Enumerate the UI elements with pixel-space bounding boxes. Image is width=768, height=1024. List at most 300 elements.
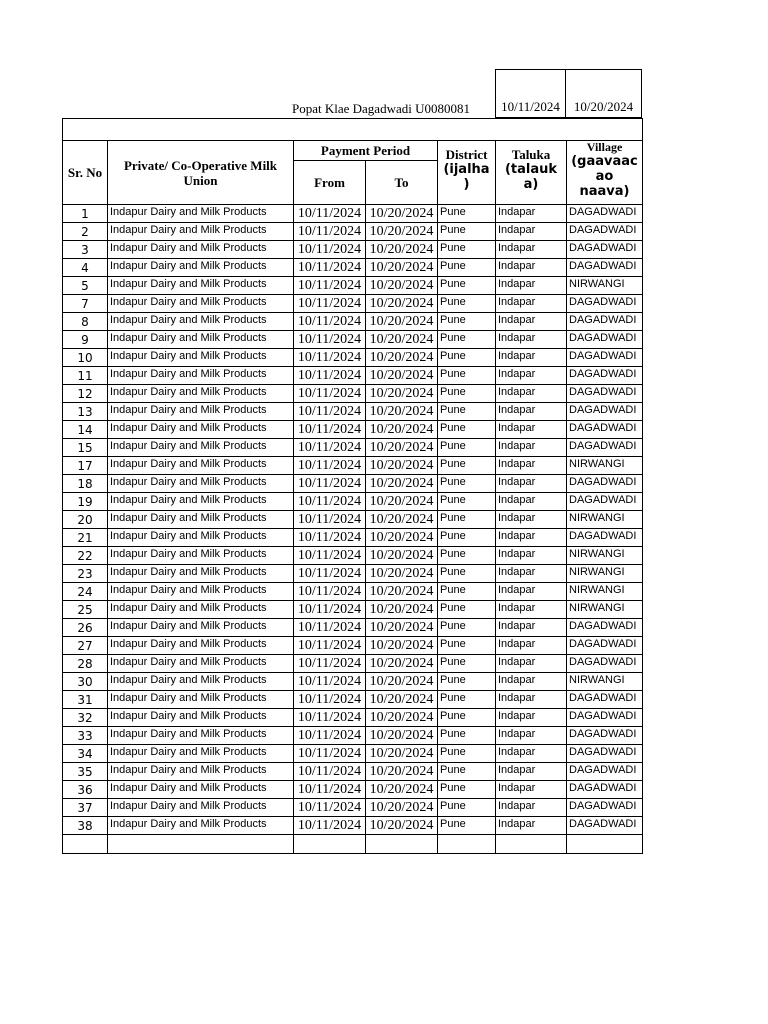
union-cell: Indapur Dairy and Milk Products bbox=[108, 295, 294, 313]
table-row bbox=[63, 439, 643, 457]
from-date-cell: 10/11/2024 bbox=[294, 745, 366, 763]
union-cell: Indapur Dairy and Milk Products bbox=[108, 529, 294, 547]
village-cell: DAGADWADI bbox=[567, 295, 643, 313]
sr-no-cell: 38 bbox=[63, 817, 108, 835]
district-cell: Pune bbox=[438, 799, 496, 817]
sr-no-cell: 2 bbox=[63, 223, 108, 241]
taluka-cell: Indapar bbox=[496, 313, 567, 331]
taluka-cell: Indapar bbox=[496, 709, 567, 727]
district-cell: Pune bbox=[438, 511, 496, 529]
blank-cell bbox=[496, 835, 567, 854]
table-row bbox=[63, 241, 643, 259]
blank-header-row bbox=[63, 119, 643, 141]
taluka-cell: Indapar bbox=[496, 637, 567, 655]
village-cell: DAGADWADI bbox=[567, 493, 643, 511]
header-district bbox=[438, 141, 496, 205]
taluka-cell: Indapar bbox=[496, 331, 567, 349]
header-district-alt: (ijalha ) bbox=[443, 162, 490, 192]
village-cell: DAGADWADI bbox=[567, 241, 643, 259]
union-cell: Indapur Dairy and Milk Products bbox=[108, 745, 294, 763]
village-cell: DAGADWADI bbox=[567, 367, 643, 385]
union-cell: Indapur Dairy and Milk Products bbox=[108, 385, 294, 403]
report-header bbox=[62, 69, 642, 119]
from-date-cell: 10/11/2024 bbox=[294, 205, 366, 223]
district-cell: Pune bbox=[438, 637, 496, 655]
village-cell: DAGADWADI bbox=[567, 475, 643, 493]
table-row bbox=[63, 709, 643, 727]
union-cell: Indapur Dairy and Milk Products bbox=[108, 367, 294, 385]
taluka-cell: Indapar bbox=[496, 421, 567, 439]
union-cell: Indapur Dairy and Milk Products bbox=[108, 565, 294, 583]
table-row bbox=[63, 277, 643, 295]
village-cell: DAGADWADI bbox=[567, 349, 643, 367]
from-date-cell: 10/11/2024 bbox=[294, 403, 366, 421]
from-date-cell: 10/11/2024 bbox=[294, 583, 366, 601]
sr-no-cell: 30 bbox=[63, 673, 108, 691]
header-sr-no: Sr. No bbox=[63, 141, 108, 205]
village-cell: NIRWANGI bbox=[567, 601, 643, 619]
from-date-cell: 10/11/2024 bbox=[294, 529, 366, 547]
blank-cell bbox=[366, 835, 438, 854]
union-cell: Indapur Dairy and Milk Products bbox=[108, 799, 294, 817]
taluka-cell: Indapar bbox=[496, 223, 567, 241]
village-cell: DAGADWADI bbox=[567, 655, 643, 673]
table-row bbox=[63, 565, 643, 583]
to-date-cell: 10/20/2024 bbox=[366, 241, 438, 259]
taluka-cell: Indapar bbox=[496, 745, 567, 763]
district-cell: Pune bbox=[438, 457, 496, 475]
taluka-cell: Indapar bbox=[496, 259, 567, 277]
header-village-alt: (gaavaac ao naava) bbox=[571, 154, 638, 199]
village-cell: DAGADWADI bbox=[567, 331, 643, 349]
table-row bbox=[63, 817, 643, 835]
union-cell: Indapur Dairy and Milk Products bbox=[108, 313, 294, 331]
to-date-cell: 10/20/2024 bbox=[366, 205, 438, 223]
district-cell: Pune bbox=[438, 619, 496, 637]
blank-cell bbox=[294, 835, 366, 854]
table-row bbox=[63, 259, 643, 277]
table-row bbox=[63, 421, 643, 439]
district-cell: Pune bbox=[438, 745, 496, 763]
taluka-cell: Indapar bbox=[496, 277, 567, 295]
village-cell: DAGADWADI bbox=[567, 691, 643, 709]
from-date-cell: 10/11/2024 bbox=[294, 619, 366, 637]
district-cell: Pune bbox=[438, 295, 496, 313]
taluka-cell: Indapar bbox=[496, 349, 567, 367]
table-row bbox=[63, 205, 643, 223]
from-date-cell: 10/11/2024 bbox=[294, 781, 366, 799]
table-row bbox=[63, 619, 643, 637]
sr-no-cell: 32 bbox=[63, 709, 108, 727]
to-date-cell: 10/20/2024 bbox=[366, 385, 438, 403]
from-date-cell: 10/11/2024 bbox=[294, 295, 366, 313]
header-village bbox=[567, 141, 643, 205]
from-date-cell: 10/11/2024 bbox=[294, 601, 366, 619]
taluka-cell: Indapar bbox=[496, 655, 567, 673]
blank-cell bbox=[567, 835, 643, 854]
sr-no-cell: 27 bbox=[63, 637, 108, 655]
district-cell: Pune bbox=[438, 439, 496, 457]
district-cell: Pune bbox=[438, 385, 496, 403]
taluka-cell: Indapar bbox=[496, 691, 567, 709]
union-cell: Indapur Dairy and Milk Products bbox=[108, 475, 294, 493]
header-to-date-cell bbox=[565, 69, 642, 118]
taluka-cell: Indapar bbox=[496, 727, 567, 745]
blank-cell bbox=[438, 835, 496, 854]
from-date-cell: 10/11/2024 bbox=[294, 799, 366, 817]
table-row bbox=[63, 385, 643, 403]
taluka-cell: Indapar bbox=[496, 475, 567, 493]
header-from-date-cell bbox=[495, 69, 566, 118]
sr-no-cell: 11 bbox=[63, 367, 108, 385]
taluka-cell: Indapar bbox=[496, 511, 567, 529]
to-date-cell: 10/20/2024 bbox=[366, 763, 438, 781]
village-cell: DAGADWADI bbox=[567, 259, 643, 277]
district-cell: Pune bbox=[438, 655, 496, 673]
district-cell: Pune bbox=[438, 421, 496, 439]
to-date-cell: 10/20/2024 bbox=[366, 421, 438, 439]
village-cell: DAGADWADI bbox=[567, 817, 643, 835]
table-row bbox=[63, 655, 643, 673]
to-date-cell: 10/20/2024 bbox=[366, 277, 438, 295]
header-from-date: 10/11/2024 bbox=[501, 99, 560, 114]
union-cell: Indapur Dairy and Milk Products bbox=[108, 709, 294, 727]
to-date-cell: 10/20/2024 bbox=[366, 565, 438, 583]
union-cell: Indapur Dairy and Milk Products bbox=[108, 259, 294, 277]
village-cell: NIRWANGI bbox=[567, 457, 643, 475]
sr-no-cell: 8 bbox=[63, 313, 108, 331]
village-cell: DAGADWADI bbox=[567, 385, 643, 403]
district-cell: Pune bbox=[438, 709, 496, 727]
blank-header-cell bbox=[63, 119, 643, 141]
taluka-cell: Indapar bbox=[496, 205, 567, 223]
to-date-cell: 10/20/2024 bbox=[366, 295, 438, 313]
union-cell: Indapur Dairy and Milk Products bbox=[108, 205, 294, 223]
from-date-cell: 10/11/2024 bbox=[294, 385, 366, 403]
from-date-cell: 10/11/2024 bbox=[294, 457, 366, 475]
from-date-cell: 10/11/2024 bbox=[294, 511, 366, 529]
to-date-cell: 10/20/2024 bbox=[366, 673, 438, 691]
union-cell: Indapur Dairy and Milk Products bbox=[108, 223, 294, 241]
from-date-cell: 10/11/2024 bbox=[294, 673, 366, 691]
village-cell: DAGADWADI bbox=[567, 637, 643, 655]
header-union: Private/ Co-Operative Milk Union bbox=[108, 141, 294, 205]
to-date-cell: 10/20/2024 bbox=[366, 619, 438, 637]
district-cell: Pune bbox=[438, 727, 496, 745]
from-date-cell: 10/11/2024 bbox=[294, 547, 366, 565]
to-date-cell: 10/20/2024 bbox=[366, 709, 438, 727]
union-cell: Indapur Dairy and Milk Products bbox=[108, 781, 294, 799]
table-row bbox=[63, 763, 643, 781]
sr-no-cell: 26 bbox=[63, 619, 108, 637]
district-cell: Pune bbox=[438, 277, 496, 295]
from-date-cell: 10/11/2024 bbox=[294, 331, 366, 349]
from-date-cell: 10/11/2024 bbox=[294, 421, 366, 439]
from-date-cell: 10/11/2024 bbox=[294, 709, 366, 727]
district-cell: Pune bbox=[438, 331, 496, 349]
taluka-cell: Indapar bbox=[496, 781, 567, 799]
union-cell: Indapur Dairy and Milk Products bbox=[108, 817, 294, 835]
header-from: From bbox=[294, 161, 366, 205]
farmer-name: Popat Klae Dagadwadi U0080081 bbox=[292, 101, 470, 116]
to-date-cell: 10/20/2024 bbox=[366, 223, 438, 241]
taluka-cell: Indapar bbox=[496, 565, 567, 583]
village-cell: DAGADWADI bbox=[567, 727, 643, 745]
table-row bbox=[63, 331, 643, 349]
sr-no-cell: 22 bbox=[63, 547, 108, 565]
village-cell: DAGADWADI bbox=[567, 223, 643, 241]
from-date-cell: 10/11/2024 bbox=[294, 439, 366, 457]
union-cell: Indapur Dairy and Milk Products bbox=[108, 241, 294, 259]
village-cell: DAGADWADI bbox=[567, 709, 643, 727]
from-date-cell: 10/11/2024 bbox=[294, 223, 366, 241]
table-row bbox=[63, 745, 643, 763]
taluka-cell: Indapar bbox=[496, 295, 567, 313]
union-cell: Indapur Dairy and Milk Products bbox=[108, 763, 294, 781]
taluka-cell: Indapar bbox=[496, 529, 567, 547]
taluka-cell: Indapar bbox=[496, 385, 567, 403]
to-date-cell: 10/20/2024 bbox=[366, 403, 438, 421]
union-cell: Indapur Dairy and Milk Products bbox=[108, 673, 294, 691]
blank-cell bbox=[63, 835, 108, 854]
district-cell: Pune bbox=[438, 565, 496, 583]
header-taluka bbox=[496, 141, 567, 205]
sr-no-cell: 28 bbox=[63, 655, 108, 673]
table-row bbox=[63, 727, 643, 745]
header-village-label: Village bbox=[586, 141, 623, 154]
from-date-cell: 10/11/2024 bbox=[294, 565, 366, 583]
village-cell: NIRWANGI bbox=[567, 277, 643, 295]
district-cell: Pune bbox=[438, 205, 496, 223]
table-row bbox=[63, 547, 643, 565]
union-cell: Indapur Dairy and Milk Products bbox=[108, 277, 294, 295]
taluka-cell: Indapar bbox=[496, 673, 567, 691]
district-cell: Pune bbox=[438, 763, 496, 781]
district-cell: Pune bbox=[438, 673, 496, 691]
to-date-cell: 10/20/2024 bbox=[366, 601, 438, 619]
from-date-cell: 10/11/2024 bbox=[294, 259, 366, 277]
taluka-cell: Indapar bbox=[496, 457, 567, 475]
taluka-cell: Indapar bbox=[496, 799, 567, 817]
sr-no-cell: 17 bbox=[63, 457, 108, 475]
table-row bbox=[63, 475, 643, 493]
union-cell: Indapur Dairy and Milk Products bbox=[108, 691, 294, 709]
district-cell: Pune bbox=[438, 313, 496, 331]
sr-no-cell: 36 bbox=[63, 781, 108, 799]
village-cell: DAGADWADI bbox=[567, 403, 643, 421]
to-date-cell: 10/20/2024 bbox=[366, 439, 438, 457]
union-cell: Indapur Dairy and Milk Products bbox=[108, 583, 294, 601]
sr-no-cell: 25 bbox=[63, 601, 108, 619]
from-date-cell: 10/11/2024 bbox=[294, 475, 366, 493]
village-cell: DAGADWADI bbox=[567, 745, 643, 763]
from-date-cell: 10/11/2024 bbox=[294, 241, 366, 259]
table-row bbox=[63, 313, 643, 331]
district-cell: Pune bbox=[438, 691, 496, 709]
sr-no-cell: 1 bbox=[63, 205, 108, 223]
to-date-cell: 10/20/2024 bbox=[366, 259, 438, 277]
sr-no-cell: 9 bbox=[63, 331, 108, 349]
to-date-cell: 10/20/2024 bbox=[366, 475, 438, 493]
district-cell: Pune bbox=[438, 349, 496, 367]
district-cell: Pune bbox=[438, 529, 496, 547]
district-cell: Pune bbox=[438, 817, 496, 835]
to-date-cell: 10/20/2024 bbox=[366, 727, 438, 745]
to-date-cell: 10/20/2024 bbox=[366, 691, 438, 709]
table-row bbox=[63, 223, 643, 241]
village-cell: DAGADWADI bbox=[567, 619, 643, 637]
payment-table bbox=[62, 118, 643, 854]
district-cell: Pune bbox=[438, 223, 496, 241]
village-cell: DAGADWADI bbox=[567, 781, 643, 799]
sr-no-cell: 7 bbox=[63, 295, 108, 313]
table-row bbox=[63, 367, 643, 385]
district-cell: Pune bbox=[438, 781, 496, 799]
sr-no-cell: 18 bbox=[63, 475, 108, 493]
from-date-cell: 10/11/2024 bbox=[294, 493, 366, 511]
sr-no-cell: 37 bbox=[63, 799, 108, 817]
header-to: To bbox=[366, 161, 438, 205]
village-cell: DAGADWADI bbox=[567, 313, 643, 331]
union-cell: Indapur Dairy and Milk Products bbox=[108, 637, 294, 655]
to-date-cell: 10/20/2024 bbox=[366, 331, 438, 349]
union-cell: Indapur Dairy and Milk Products bbox=[108, 727, 294, 745]
table-row bbox=[63, 781, 643, 799]
table-row bbox=[63, 295, 643, 313]
sr-no-cell: 31 bbox=[63, 691, 108, 709]
table-row bbox=[63, 691, 643, 709]
table-row bbox=[63, 799, 643, 817]
to-date-cell: 10/20/2024 bbox=[366, 655, 438, 673]
from-date-cell: 10/11/2024 bbox=[294, 637, 366, 655]
taluka-cell: Indapar bbox=[496, 403, 567, 421]
to-date-cell: 10/20/2024 bbox=[366, 529, 438, 547]
taluka-cell: Indapar bbox=[496, 763, 567, 781]
blank-cell bbox=[108, 835, 294, 854]
to-date-cell: 10/20/2024 bbox=[366, 781, 438, 799]
to-date-cell: 10/20/2024 bbox=[366, 349, 438, 367]
table-row bbox=[63, 349, 643, 367]
union-cell: Indapur Dairy and Milk Products bbox=[108, 511, 294, 529]
table-row bbox=[63, 583, 643, 601]
sr-no-cell: 23 bbox=[63, 565, 108, 583]
sr-no-cell: 10 bbox=[63, 349, 108, 367]
from-date-cell: 10/11/2024 bbox=[294, 655, 366, 673]
district-cell: Pune bbox=[438, 367, 496, 385]
taluka-cell: Indapar bbox=[496, 583, 567, 601]
union-cell: Indapur Dairy and Milk Products bbox=[108, 457, 294, 475]
union-cell: Indapur Dairy and Milk Products bbox=[108, 421, 294, 439]
village-cell: DAGADWADI bbox=[567, 205, 643, 223]
header-to-date: 10/20/2024 bbox=[573, 99, 634, 114]
sr-no-cell: 4 bbox=[63, 259, 108, 277]
sr-no-cell: 15 bbox=[63, 439, 108, 457]
union-cell: Indapur Dairy and Milk Products bbox=[108, 655, 294, 673]
table-row bbox=[63, 457, 643, 475]
district-cell: Pune bbox=[438, 601, 496, 619]
village-cell: DAGADWADI bbox=[567, 439, 643, 457]
sr-no-cell: 19 bbox=[63, 493, 108, 511]
to-date-cell: 10/20/2024 bbox=[366, 799, 438, 817]
header-district-label: District bbox=[445, 147, 488, 162]
blank-footer-row bbox=[63, 835, 643, 854]
table-row bbox=[63, 601, 643, 619]
district-cell: Pune bbox=[438, 241, 496, 259]
to-date-cell: 10/20/2024 bbox=[366, 313, 438, 331]
village-cell: NIRWANGI bbox=[567, 583, 643, 601]
taluka-cell: Indapar bbox=[496, 619, 567, 637]
village-cell: NIRWANGI bbox=[567, 547, 643, 565]
village-cell: NIRWANGI bbox=[567, 673, 643, 691]
village-cell: NIRWANGI bbox=[567, 565, 643, 583]
from-date-cell: 10/11/2024 bbox=[294, 277, 366, 295]
to-date-cell: 10/20/2024 bbox=[366, 547, 438, 565]
header-taluka-alt: (talauk a) bbox=[504, 162, 558, 192]
village-cell: DAGADWADI bbox=[567, 529, 643, 547]
district-cell: Pune bbox=[438, 259, 496, 277]
to-date-cell: 10/20/2024 bbox=[366, 367, 438, 385]
district-cell: Pune bbox=[438, 583, 496, 601]
sr-no-cell: 20 bbox=[63, 511, 108, 529]
union-cell: Indapur Dairy and Milk Products bbox=[108, 403, 294, 421]
from-date-cell: 10/11/2024 bbox=[294, 727, 366, 745]
union-cell: Indapur Dairy and Milk Products bbox=[108, 601, 294, 619]
table-row bbox=[63, 529, 643, 547]
taluka-cell: Indapar bbox=[496, 601, 567, 619]
to-date-cell: 10/20/2024 bbox=[366, 457, 438, 475]
union-cell: Indapur Dairy and Milk Products bbox=[108, 619, 294, 637]
taluka-cell: Indapar bbox=[496, 367, 567, 385]
column-header-row-1 bbox=[63, 141, 643, 161]
district-cell: Pune bbox=[438, 547, 496, 565]
union-cell: Indapur Dairy and Milk Products bbox=[108, 349, 294, 367]
taluka-cell: Indapar bbox=[496, 241, 567, 259]
to-date-cell: 10/20/2024 bbox=[366, 637, 438, 655]
header-taluka-label: Taluka bbox=[511, 147, 551, 162]
sr-no-cell: 12 bbox=[63, 385, 108, 403]
district-cell: Pune bbox=[438, 493, 496, 511]
taluka-cell: Indapar bbox=[496, 493, 567, 511]
taluka-cell: Indapar bbox=[496, 817, 567, 835]
sr-no-cell: 34 bbox=[63, 745, 108, 763]
table-row bbox=[63, 493, 643, 511]
union-cell: Indapur Dairy and Milk Products bbox=[108, 493, 294, 511]
to-date-cell: 10/20/2024 bbox=[366, 817, 438, 835]
table-row bbox=[63, 511, 643, 529]
sr-no-cell: 24 bbox=[63, 583, 108, 601]
taluka-cell: Indapar bbox=[496, 439, 567, 457]
from-date-cell: 10/11/2024 bbox=[294, 313, 366, 331]
sr-no-cell: 3 bbox=[63, 241, 108, 259]
sr-no-cell: 33 bbox=[63, 727, 108, 745]
union-cell: Indapur Dairy and Milk Products bbox=[108, 331, 294, 349]
sr-no-cell: 35 bbox=[63, 763, 108, 781]
village-cell: NIRWANGI bbox=[567, 511, 643, 529]
to-date-cell: 10/20/2024 bbox=[366, 583, 438, 601]
sr-no-cell: 14 bbox=[63, 421, 108, 439]
district-cell: Pune bbox=[438, 403, 496, 421]
from-date-cell: 10/11/2024 bbox=[294, 817, 366, 835]
to-date-cell: 10/20/2024 bbox=[366, 493, 438, 511]
union-cell: Indapur Dairy and Milk Products bbox=[108, 547, 294, 565]
to-date-cell: 10/20/2024 bbox=[366, 511, 438, 529]
header-payment-period: Payment Period bbox=[294, 141, 438, 161]
from-date-cell: 10/11/2024 bbox=[294, 691, 366, 709]
table-row bbox=[63, 673, 643, 691]
sr-no-cell: 5 bbox=[63, 277, 108, 295]
taluka-cell: Indapar bbox=[496, 547, 567, 565]
district-cell: Pune bbox=[438, 475, 496, 493]
